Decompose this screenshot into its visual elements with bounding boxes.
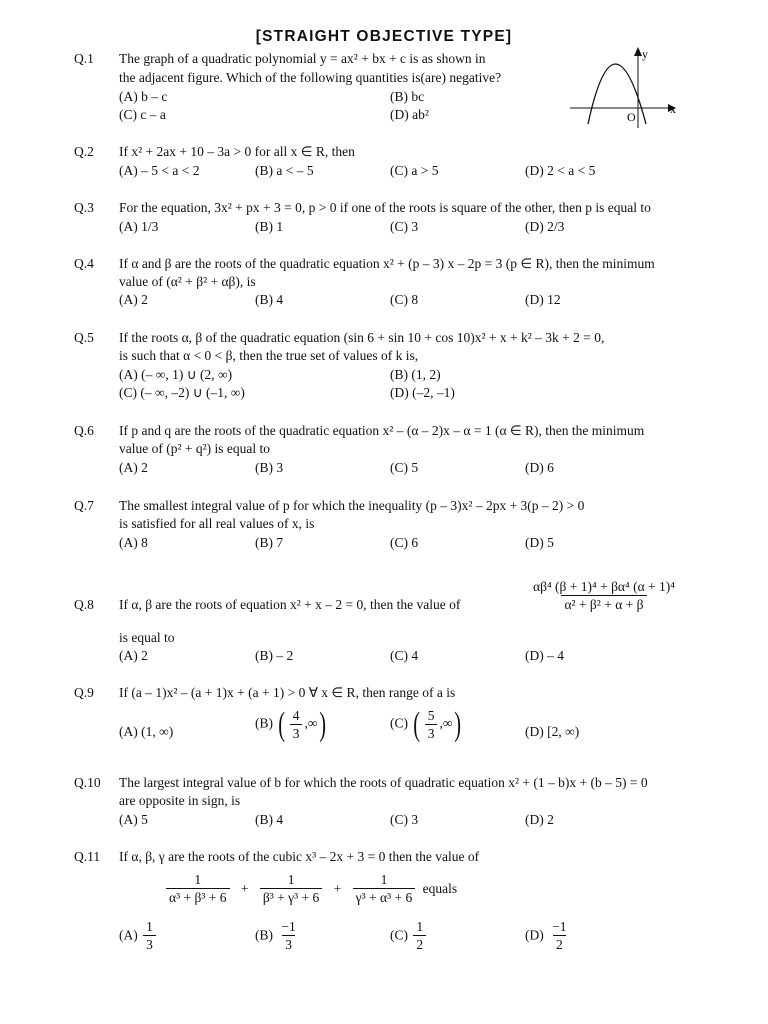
option-d[interactable]: (D) 2/3 [525,219,565,234]
option-c[interactable]: (C) c – a [119,107,166,122]
question-text: If the roots α, β of the quadratic equation (sin 6 + sin 10 + cos 10)x² + x + k² – 3k + 2 = 0, [119,330,605,345]
origin-label: O [627,110,636,124]
fraction-numerator: αβ⁴ (β + 1)⁴ + βα⁴ (α + 1)⁴ [533,579,675,594]
question-text: is equal to [119,630,175,645]
fraction-numerator: 5 [427,708,435,723]
question-text: The largest integral value of b for which the roots of quadratic equation x² + (1 – b)x + (b – 5) = 0 [119,775,648,790]
y-axis-label: y [642,47,648,61]
option-d[interactable]: (D) 12 [525,292,561,307]
option-c[interactable] [390,918,428,953]
option-fraction [425,707,438,742]
question-number: Q.7 [74,498,94,513]
option-a[interactable]: (A) – 5 < a < 2 [119,163,200,178]
option-b[interactable] [255,918,301,953]
question-text: If (a – 1)x² – (a + 1)x + (a + 1) > 0 ∀ x ∈ R, then range of a is [119,685,456,700]
fraction-numerator: 1 [380,872,388,887]
question-text: If α and β are the roots of the quadratic equation x² + (p – 3) x – 2p = 3 (p ∈ R), then the minimum [119,256,655,271]
question-text: are opposite in sign, is [119,793,241,808]
term-1 [166,871,230,906]
option-label: (A) [119,927,138,943]
fraction-denominator: 3 [290,724,303,742]
option-c[interactable]: (C) a > 5 [390,163,439,178]
fraction-numerator: 1 [146,919,153,934]
page-heading: [STRAIGHT OBJECTIVE TYPE] [255,28,513,45]
option-b[interactable]: (B) 7 [255,535,284,550]
option-d[interactable]: (D) 2 < a < 5 [525,163,596,178]
equals-word: equals [422,880,458,896]
option-a[interactable]: (A) (1, ∞) [119,724,174,739]
option-b[interactable]: (B) 4 [255,292,284,307]
fraction-denominator: β³ + γ³ + 6 [260,888,322,906]
right-paren: ) [454,705,462,743]
option-fraction [413,918,426,953]
option-fraction [290,707,303,742]
question-number: Q.1 [74,51,94,66]
option-a[interactable]: (A) (– ∞, 1) ∪ (2, ∞) [119,367,233,382]
q8-fraction [530,578,678,613]
fraction-denominator: α² + β² + α + β [561,595,646,613]
question-text: the adjacent figure. Which of the following quantities is(are) negative? [119,70,502,85]
option-a[interactable]: (A) 2 [119,648,148,663]
option-b[interactable]: (B) a < – 5 [255,163,314,178]
option-b[interactable]: (B) bc [390,89,425,104]
fraction-denominator: α³ + β³ + 6 [166,888,230,906]
plus-sign: + [333,880,342,896]
question-number: Q.6 [74,423,94,438]
option-a[interactable]: (A) 8 [119,535,148,550]
option-a[interactable]: (A) 1/3 [119,219,159,234]
option-c[interactable]: (C) 3 [390,219,419,234]
option-label: (C) [390,715,408,731]
fraction-numerator: 1 [416,919,424,934]
left-paren: ( [413,705,421,743]
option-a[interactable]: (A) 2 [119,460,148,475]
x-axis-label: x [670,102,676,116]
term-2 [260,871,322,906]
question-text: The smallest integral value of p for which the inequality (p – 3)x² – 2px + 3(p – 2) > 0 [119,498,585,513]
question-text: If α, β are the roots of equation x² + x – 2 = 0, then the value of [119,597,461,612]
option-fraction [549,918,569,953]
option-d[interactable]: (D) [2, ∞) [525,724,580,739]
option-d[interactable]: (D) ab² [390,107,429,122]
question-number: Q.2 [74,144,94,159]
question-number: Q.5 [74,330,94,345]
question-text: If x² + 2ax + 10 – 3a > 0 for all x ∈ R, then [119,144,355,159]
option-b[interactable]: (B) – 2 [255,648,294,663]
parabola-graph [568,44,688,130]
question-text: The graph of a quadratic polynomial y = ax² + bx + c is as shown in [119,51,486,66]
option-a[interactable] [119,918,158,953]
option-b[interactable]: (B) (1, 2) [390,367,441,382]
option-fraction [143,918,156,953]
fraction-denominator: 3 [425,724,438,742]
option-c[interactable]: (C) 6 [390,535,419,550]
fraction-denominator: γ³ + α³ + 6 [353,888,416,906]
question-text: value of (α² + β² + αβ), is [119,274,256,289]
option-c[interactable] [390,707,464,742]
question-text: is satisfied for all real values of x, is [119,516,315,531]
interval-tail: ,∞ [439,715,453,731]
option-b[interactable] [255,707,329,742]
plus-sign: + [240,880,249,896]
fraction-numerator: 4 [292,708,300,723]
option-b[interactable]: (B) 4 [255,812,284,827]
fraction-numerator: −1 [281,919,296,934]
option-label: (B) [255,927,273,943]
left-paren: ( [278,705,286,743]
option-d[interactable] [525,918,572,953]
option-label: (D) [525,927,544,943]
question-text: is such that α < 0 < β, then the true set of values of k is, [119,348,419,363]
question-number: Q.8 [74,597,94,612]
option-label: (C) [390,927,408,943]
q11-expression [164,871,457,906]
question-text: For the equation, 3x² + px + 3 = 0, p > 0 if one of the roots is square of the other, then p is equal to [119,200,651,215]
term-3 [353,871,416,906]
fraction-numerator: 1 [287,872,295,887]
fraction-numerator: −1 [552,919,567,934]
option-a[interactable]: (A) 2 [119,292,148,307]
option-d[interactable]: (D) – 4 [525,648,564,663]
option-c[interactable]: (C) 5 [390,460,419,475]
question-text: If p and q are the roots of the quadratic equation x² – (α – 2)x – α = 1 (α ∈ R), then the minimum [119,423,645,438]
option-d[interactable]: (D) 6 [525,460,554,475]
option-d[interactable]: (D) 2 [525,812,554,827]
question-number: Q.10 [74,775,101,790]
fraction-denominator: 2 [553,935,566,953]
option-label: (B) [255,715,273,731]
option-c[interactable]: (C) (– ∞, –2) ∪ (–1, ∞) [119,385,245,400]
right-paren: ) [319,705,327,743]
interval-tail: ,∞ [304,715,318,731]
option-b[interactable]: (B) 3 [255,460,284,475]
option-c[interactable]: (C) 4 [390,648,419,663]
question-number: Q.11 [74,849,101,864]
option-a[interactable]: (A) b – c [119,89,168,104]
option-d[interactable]: (D) 5 [525,535,554,550]
question-text: value of (p² + q²) is equal to [119,441,271,456]
question-text: If α, β, γ are the roots of the cubic x³ – 2x + 3 = 0 then the value of [119,849,480,864]
option-a[interactable]: (A) 5 [119,812,148,827]
option-d[interactable]: (D) (–2, –1) [390,385,455,400]
fraction-denominator: 3 [143,935,156,953]
fraction-denominator: 2 [413,935,426,953]
option-c[interactable]: (C) 3 [390,812,419,827]
fraction-numerator: 1 [194,872,202,887]
fraction-denominator: 3 [282,935,295,953]
question-number: Q.9 [74,685,94,700]
question-number: Q.4 [74,256,94,271]
option-b[interactable]: (B) 1 [255,219,284,234]
question-number: Q.3 [74,200,94,215]
option-fraction [278,918,298,953]
option-c[interactable]: (C) 8 [390,292,419,307]
